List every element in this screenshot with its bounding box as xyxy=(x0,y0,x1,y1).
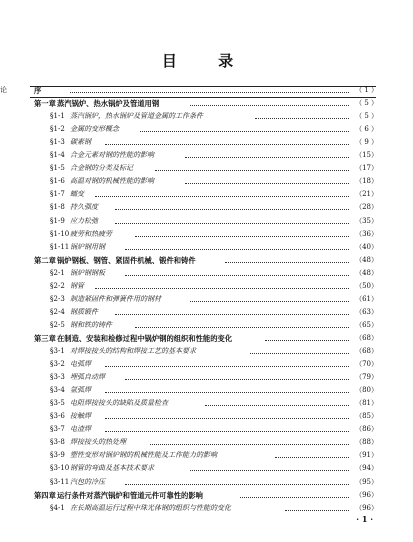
toc-page-number: （21） xyxy=(355,190,378,199)
toc-page-number: （ 9 ） xyxy=(355,138,378,147)
toc-entry-title: 锅炉钢板、钢管、紧固件机械、锻件和铸件 xyxy=(57,255,196,265)
toc-entry-number: §1-10 xyxy=(50,229,70,238)
toc-page-number: （81） xyxy=(355,399,378,408)
toc-section-entry xyxy=(0,501,413,516)
toc-entry-title: 氩弧焊 xyxy=(70,386,91,395)
toc-entry-title: 高温对钢的机械性能的影响 xyxy=(70,177,154,186)
toc-entry-number: 第四章 xyxy=(34,490,56,500)
toc-page-number: （95） xyxy=(355,477,378,486)
toc-dot-leader xyxy=(135,236,349,237)
toc-page-number: （40） xyxy=(355,242,378,251)
toc-dot-leader xyxy=(95,288,349,289)
toc-page-number: （35） xyxy=(355,216,378,225)
toc-entry-title: 汽包的冷压 xyxy=(70,477,105,486)
toc-entry-number: §2-2 xyxy=(50,281,65,290)
toc-dot-leader xyxy=(185,157,349,158)
toc-page-number: （68） xyxy=(355,333,378,342)
toc-entry-number: 序 xyxy=(34,86,42,95)
toc-entry-title: 钢管 xyxy=(70,281,84,290)
toc-entry-title: 锅炉钢用钢 xyxy=(70,242,105,251)
page-number-footer: · 1 · xyxy=(356,514,373,524)
toc-entry-title: 电渣焊 xyxy=(70,425,91,434)
toc-dot-leader xyxy=(140,131,349,132)
toc-page-number: （65） xyxy=(355,320,378,329)
toc-entry-title: 电弧焊 xyxy=(70,360,91,369)
toc-entry-number: §1-6 xyxy=(50,177,65,186)
toc-page-number: （91） xyxy=(355,451,378,460)
toc-dot-leader xyxy=(95,196,349,197)
toc-entry-number: §3-11 xyxy=(50,477,70,486)
toc-entry-number: §3-4 xyxy=(50,386,65,395)
toc-entry-number: §3-9 xyxy=(50,451,65,460)
toc-entry-title: 焊接接头的热处理 xyxy=(70,438,126,447)
toc-entry-title: 钢管的弯曲及基本技术要求 xyxy=(70,464,154,473)
toc-dot-leader xyxy=(250,353,349,354)
toc-page-number: （86） xyxy=(355,425,378,434)
toc-entry-number: §3-5 xyxy=(50,399,65,408)
toc-dot-leader xyxy=(135,327,349,328)
toc-dot-leader xyxy=(185,183,349,184)
toc-entry-title: 合金钢的分类及标记 xyxy=(70,164,133,173)
toc-entry-number: §2-4 xyxy=(50,307,65,316)
toc-entry-title: 疲劳和热疲劳 xyxy=(70,229,112,238)
toc-entry-title: 在长期高温运行过程中珠光体钢的组织与性能的变化 xyxy=(70,503,231,512)
toc-entry-title: 合金元素对钢的性能的影响 xyxy=(70,151,154,160)
toc-page-number: （85） xyxy=(355,412,378,421)
toc-dot-leader xyxy=(105,144,349,145)
toc-entry-title: 持久强度 xyxy=(70,203,98,212)
toc-entry-title: 钢和铁的铸件 xyxy=(70,320,112,329)
toc-dot-leader xyxy=(255,118,349,119)
toc-entry-number: §3-7 xyxy=(50,425,65,434)
toc-entry-number: §1-3 xyxy=(50,138,65,147)
page-title: 目 录 xyxy=(161,52,252,70)
toc-entry-number: §3-8 xyxy=(50,438,65,447)
toc-entry-number: §2-3 xyxy=(50,294,65,303)
toc-entry-number: §1-9 xyxy=(50,216,65,225)
toc-page-number: （48） xyxy=(355,268,378,277)
toc-entry-title: 应力松弛 xyxy=(70,216,98,225)
toc-dot-leader xyxy=(115,314,349,315)
toc-entry-number: §3-1 xyxy=(50,347,65,355)
toc-entry-number: §2-1 xyxy=(50,268,65,277)
toc-entry-number: §1-7 xyxy=(50,190,65,199)
toc-entry-title: 论 xyxy=(0,86,7,94)
toc-entry-title: 接触焊 xyxy=(70,412,91,421)
toc-entry-number: §3-2 xyxy=(50,360,65,369)
toc-entry-number: §2-5 xyxy=(50,320,65,329)
toc-entry-title: 制造紧固件和弹簧件用的钢材 xyxy=(70,294,161,303)
toc-page-number: （96） xyxy=(355,503,378,512)
toc-entry-number: §1-1 xyxy=(50,112,65,121)
toc-entry-title: 钢质锻件 xyxy=(70,307,98,316)
toc-dot-leader xyxy=(265,340,349,341)
toc-entry-number: §3-3 xyxy=(50,373,65,382)
toc-entry-title: 对焊接接头的结构和焊接工艺的基本要求 xyxy=(70,347,196,355)
toc-entry-title: 电阻焊接接头的缺陷及质量检查 xyxy=(70,399,168,408)
toc-page-number: （ 5 ） xyxy=(355,99,378,108)
toc-dot-leader xyxy=(285,510,349,511)
toc-dot-leader xyxy=(105,392,349,393)
toc-page-number: （79） xyxy=(355,373,378,382)
toc-entry-title: 埋弧自动焊 xyxy=(70,373,105,382)
toc-page-number: （36） xyxy=(355,229,378,238)
toc-entry-title: 金属的变形概念 xyxy=(70,125,119,134)
toc-dot-leader xyxy=(190,105,349,106)
toc-dot-leader xyxy=(125,275,349,276)
toc-entry-number: §1-8 xyxy=(50,203,65,212)
toc-dot-leader xyxy=(240,497,349,498)
toc-entry-number: §1-11 xyxy=(50,242,70,251)
toc-entry-title: 蒸汽锅炉、热水锅炉及管道用钢 xyxy=(57,99,160,109)
toc-page-number: （ 5 ） xyxy=(355,112,378,121)
toc-entry-number: 第二章 xyxy=(34,255,56,265)
toc-page-number: （70） xyxy=(355,360,378,369)
toc-page-number: （61） xyxy=(355,294,378,303)
toc-dot-leader xyxy=(125,484,349,485)
intro-rule xyxy=(30,97,376,98)
toc-dot-leader xyxy=(125,249,349,250)
toc-dot-leader xyxy=(125,379,349,380)
toc-page-number: （ 6 ） xyxy=(355,125,378,134)
toc-dot-leader xyxy=(190,470,349,471)
toc-entry-title: 锅炉钢钢板 xyxy=(70,268,105,277)
toc-entry-number: §1-5 xyxy=(50,164,65,173)
toc-dot-leader xyxy=(115,223,349,224)
toc-entry-number: 第一章 xyxy=(34,99,56,109)
toc-page-number: （18） xyxy=(355,177,378,186)
toc-entry-title: 塑性变形对锅炉钢的机械性能及工作能力的影响 xyxy=(70,451,217,460)
toc-page-number: （68） xyxy=(355,347,378,355)
toc-dot-leader xyxy=(155,170,349,171)
toc-page-number: （63） xyxy=(355,307,378,316)
toc-page-number: （ 1 ） xyxy=(355,86,378,94)
toc-dot-leader xyxy=(105,418,349,419)
toc-entry-number: §3-10 xyxy=(50,464,70,473)
toc-page-number: （28） xyxy=(355,203,378,212)
toc-entry-title: 蒸汽锅炉，热水锅炉及管道金属的工作条件 xyxy=(70,112,203,121)
toc-entry-title: 碳素钢 xyxy=(70,138,91,147)
toc-dot-leader xyxy=(190,301,349,302)
toc-page-number: （15） xyxy=(355,151,378,160)
toc-page-number: （88） xyxy=(355,438,378,447)
toc-entry-title: 在制造、安装和检修过程中锅炉钢的组织和性能的变化 xyxy=(57,333,233,343)
toc-dot-leader xyxy=(105,366,349,367)
toc-entry-number: §1-2 xyxy=(50,125,65,134)
toc-dot-leader xyxy=(225,262,349,263)
toc-entry-number: 第三章 xyxy=(34,333,56,343)
toc-dot-leader xyxy=(205,405,349,406)
toc-entry-number: §3-6 xyxy=(50,412,65,421)
toc-dot-leader xyxy=(115,209,349,210)
toc-dot-leader xyxy=(150,444,349,445)
toc-page-number: （50） xyxy=(355,281,378,290)
toc-page-number: （17） xyxy=(355,164,378,173)
toc-page-number: （96） xyxy=(355,490,378,499)
toc-page-number: （80） xyxy=(355,386,378,395)
toc-page-number: （48） xyxy=(355,255,378,264)
toc-dot-leader xyxy=(70,92,349,93)
toc-dot-leader xyxy=(105,431,349,432)
toc-entry-title: 运行条件对蒸汽锅炉和管道元件可靠性的影响 xyxy=(57,490,203,500)
toc-entry-title: 蠕变 xyxy=(70,190,84,199)
toc-entry-number: §1-4 xyxy=(50,151,65,160)
toc-entry-number: §4-1 xyxy=(50,503,65,512)
toc-dot-leader xyxy=(275,457,349,458)
toc-page-number: （94） xyxy=(355,464,378,473)
